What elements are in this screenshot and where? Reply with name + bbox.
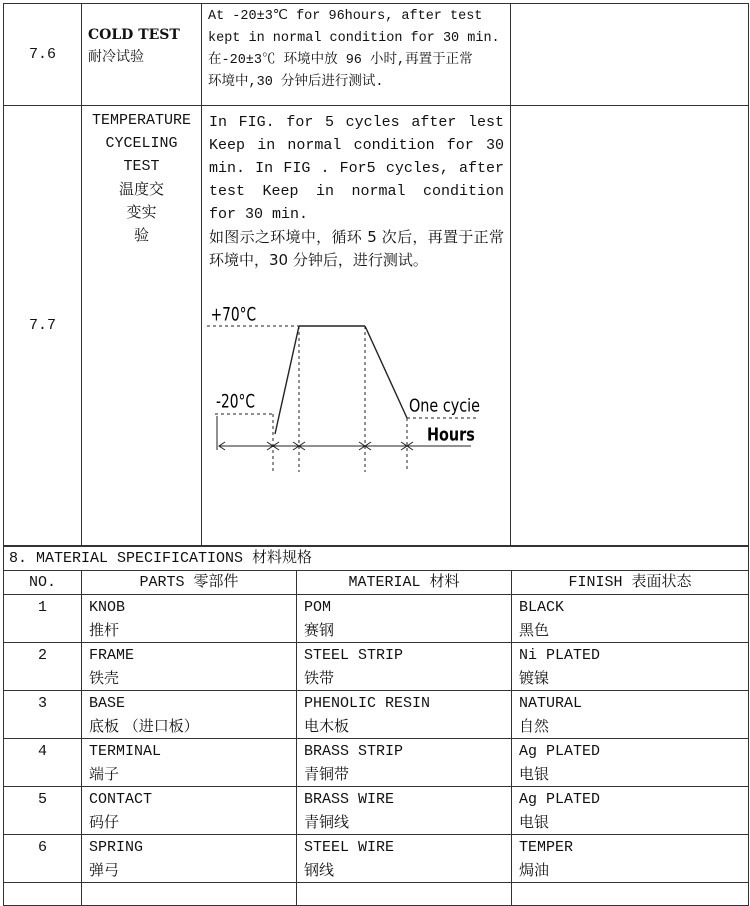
material-cn: 青铜线 bbox=[304, 813, 350, 831]
test-name-line: TEST bbox=[123, 158, 160, 175]
test-description-en: In FIG. for 5 cycles after lest Keep in normal condition for 30 min. In FIG . For5 cycles, after test Keep in normal condition for 30 min. bbox=[209, 114, 504, 223]
material-en: BRASS STRIP bbox=[304, 743, 404, 760]
material-cn: 铁带 bbox=[304, 669, 335, 687]
row-part bbox=[82, 739, 297, 787]
material-row bbox=[4, 595, 749, 643]
row-material bbox=[297, 739, 512, 787]
empty-row bbox=[4, 883, 749, 906]
part-cn: 推杆 bbox=[89, 621, 120, 639]
part-cn: 底板 （进口板） bbox=[89, 717, 199, 735]
row-finish bbox=[512, 787, 749, 835]
row-no: 2 bbox=[4, 643, 82, 691]
finish-en: NATURAL bbox=[519, 695, 583, 712]
material-en: STEEL STRIP bbox=[304, 647, 404, 664]
test-row-7-7 bbox=[4, 106, 749, 546]
row-finish bbox=[512, 691, 749, 739]
part-en: BASE bbox=[89, 695, 126, 712]
test-description-cn: 如图示之环境中，循环 5 次后，再置于正常环境中，30 分钟后，进行测试。 bbox=[209, 228, 504, 269]
finish-en: Ni PLATED bbox=[519, 647, 601, 664]
test-name bbox=[82, 4, 202, 106]
test-description: At -20±3℃ for 96hours, after test kept in normal condition for 30 min. 在-20±3℃ 环境中放 96 小时,再置于正常 环境中,30 分钟后进行测试. bbox=[202, 4, 511, 106]
test-description bbox=[202, 106, 511, 546]
test-table bbox=[3, 3, 749, 546]
material-cn: 青铜带 bbox=[304, 765, 350, 783]
material-cn: 电木板 bbox=[304, 717, 350, 735]
row-no: 4 bbox=[4, 739, 82, 787]
finish-cn: 电银 bbox=[519, 813, 550, 831]
test-name-cn: 耐冷试验 bbox=[88, 49, 144, 65]
test-remark bbox=[511, 106, 749, 546]
row-material bbox=[297, 835, 512, 883]
cycle-profile-line bbox=[275, 326, 407, 434]
material-cn: 赛钢 bbox=[304, 621, 335, 639]
material-en: PHENOLIC RESIN bbox=[304, 695, 431, 712]
finish-en: BLACK bbox=[519, 599, 565, 616]
hours-label: Hours bbox=[427, 423, 475, 445]
material-header-row bbox=[4, 571, 749, 595]
empty-cell bbox=[297, 883, 512, 906]
test-name bbox=[82, 106, 202, 546]
part-en: SPRING bbox=[89, 839, 144, 856]
header-no: NO. bbox=[4, 571, 82, 595]
row-part bbox=[82, 643, 297, 691]
part-cn: 弹弓 bbox=[89, 861, 120, 879]
material-en: STEEL WIRE bbox=[304, 839, 395, 856]
row-material bbox=[297, 787, 512, 835]
part-cn: 铁壳 bbox=[89, 669, 120, 687]
row-no: 6 bbox=[4, 835, 82, 883]
empty-cell bbox=[512, 883, 749, 906]
finish-cn: 镀镍 bbox=[519, 669, 550, 687]
temperature-cycle-figure bbox=[207, 294, 503, 494]
test-name-en: COLD TEST bbox=[88, 27, 180, 43]
material-row bbox=[4, 643, 749, 691]
test-row-7-6 bbox=[4, 4, 749, 106]
part-cn: 端子 bbox=[89, 765, 120, 783]
row-finish bbox=[512, 739, 749, 787]
material-section-title: 8. MATERIAL SPECIFICATIONS 材料规格 bbox=[4, 547, 749, 571]
finish-cn: 焗油 bbox=[519, 861, 550, 879]
row-part bbox=[82, 787, 297, 835]
empty-cell bbox=[82, 883, 297, 906]
finish-en: Ag PLATED bbox=[519, 791, 601, 808]
test-name-line: 验 bbox=[133, 226, 149, 244]
row-no: 5 bbox=[4, 787, 82, 835]
part-cn: 码仔 bbox=[89, 813, 120, 831]
header-parts: PARTS 零部件 bbox=[82, 571, 297, 595]
row-material bbox=[297, 643, 512, 691]
material-spec-table bbox=[3, 546, 749, 906]
part-en: TERMINAL bbox=[89, 743, 162, 760]
row-finish bbox=[512, 835, 749, 883]
material-row bbox=[4, 787, 749, 835]
material-en: POM bbox=[304, 599, 332, 616]
finish-cn: 黑色 bbox=[519, 621, 550, 639]
row-finish bbox=[512, 643, 749, 691]
test-name-line: 温度交 bbox=[118, 180, 164, 198]
material-cn: 钢线 bbox=[304, 861, 335, 879]
test-name-line: CYCELING bbox=[105, 135, 178, 152]
material-section-title-row bbox=[4, 547, 749, 571]
finish-cn: 自然 bbox=[519, 717, 550, 735]
test-remark bbox=[511, 4, 749, 106]
row-finish bbox=[512, 595, 749, 643]
material-row bbox=[4, 835, 749, 883]
row-part bbox=[82, 595, 297, 643]
cycle-label: One cycie bbox=[409, 394, 481, 416]
row-material bbox=[297, 595, 512, 643]
row-no: 1 bbox=[4, 595, 82, 643]
finish-en: TEMPER bbox=[519, 839, 574, 856]
row-part bbox=[82, 835, 297, 883]
header-material: MATERIAL 材料 bbox=[297, 571, 512, 595]
header-finish: FINISH 表面状态 bbox=[512, 571, 749, 595]
part-en: CONTACT bbox=[89, 791, 153, 808]
high-temp-label: +70°C bbox=[210, 303, 257, 326]
row-no: 3 bbox=[4, 691, 82, 739]
part-en: KNOB bbox=[89, 599, 126, 616]
finish-en: Ag PLATED bbox=[519, 743, 601, 760]
low-temp-label: -20°C bbox=[216, 390, 255, 413]
material-row bbox=[4, 691, 749, 739]
material-en: BRASS WIRE bbox=[304, 791, 395, 808]
material-row bbox=[4, 739, 749, 787]
row-part bbox=[82, 691, 297, 739]
test-name-line: 变实 bbox=[126, 203, 157, 221]
row-material bbox=[297, 691, 512, 739]
test-number: 7.7 bbox=[4, 106, 82, 546]
test-name-line: TEMPERATURE bbox=[91, 112, 192, 129]
finish-cn: 电银 bbox=[519, 765, 550, 783]
part-en: FRAME bbox=[89, 647, 135, 664]
test-number: 7.6 bbox=[4, 4, 82, 106]
empty-cell bbox=[4, 883, 82, 906]
